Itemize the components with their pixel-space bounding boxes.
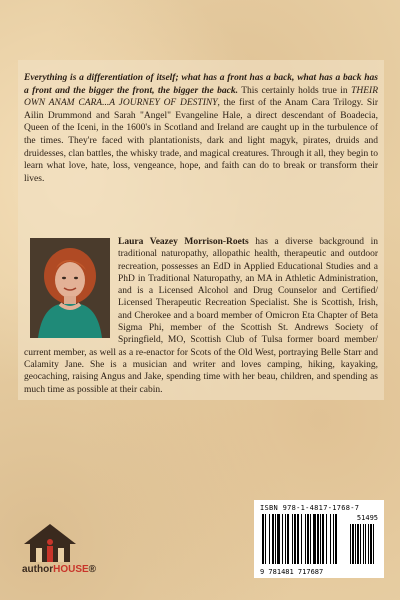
blurb-quote: Everything is a differentiation of itself; what has a front has a back, what has a back has a front and the bigger the front, the bigger the back. bbox=[24, 73, 378, 96]
price-code: 51495 bbox=[356, 514, 378, 522]
publisher-name bbox=[22, 564, 96, 575]
ean-number: 9 781481 717687 bbox=[260, 568, 324, 576]
authorhouse-logo-icon bbox=[20, 522, 80, 564]
publisher-name-part1: author bbox=[22, 564, 54, 575]
blurb-text-2: , the first of the Anam Cara Trilogy. Sir Ailin Drummond and Sarah "Angel" Evangeline Hale, a direct descendant of Boadecia, Queen of the Iceni, in the 1600's in Scotland and Ireland are caught up in the turbulence of the times. They're faced with plantationists, dark and light magyk, pirates, druids and druidesses, clan battles, the whisky trade, and magical creatures. Through it all, they begin to learn what love, hate, loss, vengeance, hope, and faith can do to break or transform their lives. bbox=[24, 98, 378, 184]
book-blurb bbox=[24, 72, 378, 185]
registered-mark: ® bbox=[88, 564, 97, 575]
barcode-bars-icon bbox=[254, 500, 384, 578]
author-name: Laura Veazey Morrison-Roets bbox=[118, 237, 249, 247]
isbn-barcode bbox=[254, 500, 384, 578]
bio-text: has a diverse background in traditional naturopathy, allopathic health, therapeutic and outdoor recreation, possesses an EdD in Applied Educational Studies and a PhD in Traditional Naturopathy, an MA in Athletic Administration, and is a Licensed Alcohol and Drug Counselor and Certified/ Licensed Therapeutic Recreation Specialist. She is Scottish, Irish, and Cherokee and a board member of Omicron Eta Chapter of Beta Sigma Phi, member of the Scottish St. Andrews Society of Springfield, MO, Scottish Club of Tulsa former board member/ current member, as well as a re-enactor for Scots of the Old West, portraying Belle Starr and Calamity Jane. She is a musician and writer and loves camping, hiking, kayaking, geocaching, raising Angus and Jake, spending time with her beau, children, and spending as much time as possible at their cabin. bbox=[24, 237, 378, 395]
author-bio bbox=[24, 236, 378, 396]
isbn-number: ISBN 978-1-4817-1768-7 bbox=[260, 504, 360, 512]
publisher-name-part2: HOUSE bbox=[53, 564, 89, 575]
book-title: THEIR OWN ANAM CARA...A JOURNEY OF DESTINY bbox=[24, 85, 378, 109]
blurb-text-1: This certainly holds true in bbox=[237, 85, 352, 96]
